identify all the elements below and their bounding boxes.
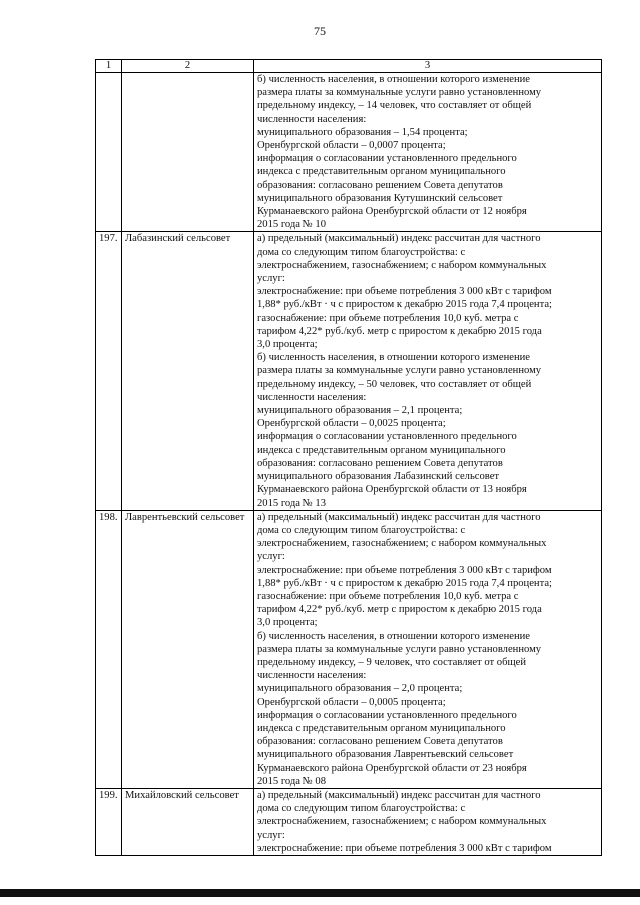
description-line: муниципального образования – 2,1 процента; <box>257 405 463 417</box>
description-line: муниципального образования Кутушинский сельсовет <box>257 192 503 204</box>
description-line: услуг: <box>257 273 285 285</box>
description-line: муниципального образования Лаврентьевский сельсовет <box>257 749 514 761</box>
description-line: электроснабжение: при объеме потребления 3 000 кВт с тарифом <box>257 286 552 298</box>
description-line: муниципального образования – 2,0 процента; <box>257 683 463 695</box>
description-line: численности населения: <box>257 670 367 682</box>
description-line: тарифом 4,22* руб./куб. метр с приростом к декабрю 2015 года <box>257 325 542 337</box>
description-line: размера платы за коммунальные услуги равно установленному <box>257 643 542 655</box>
table-row <box>96 788 602 855</box>
table-header-row <box>96 60 602 73</box>
row-description <box>254 788 602 855</box>
description-line: услуг: <box>257 551 285 563</box>
table-row <box>96 510 602 788</box>
description-line: численности населения: <box>257 113 367 125</box>
description-line: информация о согласовании установленного предельного <box>257 431 517 443</box>
row-number: 197. <box>96 232 122 510</box>
description-line: информация о согласовании установленного предельного <box>257 709 517 721</box>
row-number: 199. <box>96 788 122 855</box>
description-line: предельному индексу, – 50 человек, что составляет от общей <box>257 378 532 390</box>
description-line: дома со следующим типом благоустройства: с <box>257 524 466 536</box>
municipality-name <box>122 73 254 232</box>
description-line: электроснабжением, газоснабжением; с набором коммунальных <box>257 816 547 828</box>
description-line: 2015 года № 08 <box>257 775 326 787</box>
description-line: 1,88* руб./кВт · ч с приростом к декабрю 2015 года 7,4 процента; <box>257 299 552 311</box>
description-line: дома со следующим типом благоустройства: с <box>257 803 466 815</box>
description-line: электроснабжением, газоснабжением; с набором коммунальных <box>257 259 547 271</box>
description-line: образования: согласовано решением Совета депутатов <box>257 736 503 748</box>
description-line: б) численность населения, в отношении которого изменение <box>257 352 530 364</box>
description-line: Курманаевского района Оренбургской области от 13 ноября <box>257 484 527 496</box>
description-line: Оренбургской области – 0,0005 процента; <box>257 696 446 708</box>
description-line: численности населения: <box>257 391 367 403</box>
municipality-name: Михайловский сельсовет <box>122 788 254 855</box>
row-number: 198. <box>96 510 122 788</box>
table-row <box>96 232 602 510</box>
row-description <box>254 73 602 232</box>
page-number: 75 <box>314 24 326 38</box>
description-line: а) предельный (максимальный) индекс рассчитан для частного <box>257 789 541 801</box>
description-line: размера платы за коммунальные услуги равно установленному <box>257 87 542 99</box>
description-line: предельному индексу, – 9 человек, что составляет от общей <box>257 656 526 668</box>
municipality-name: Лабазинский сельсовет <box>122 232 254 510</box>
description-line: Курманаевского района Оренбургской области от 23 ноября <box>257 762 527 774</box>
description-line: 3,0 процента; <box>257 339 318 351</box>
description-line: б) численность населения, в отношении которого изменение <box>257 74 530 85</box>
description-line: электроснабжение: при объеме потребления 3 000 кВт с тарифом <box>257 842 552 854</box>
column-header-municipality: 2 <box>122 60 254 73</box>
municipality-name: Лаврентьевский сельсовет <box>122 510 254 788</box>
description-line: индекса с представительным органом муниципального <box>257 444 506 456</box>
description-line: услуг: <box>257 829 285 841</box>
description-line: Курманаевского района Оренбургской области от 12 ноября <box>257 206 527 218</box>
description-line: индекса с представительным органом муниципального <box>257 166 506 178</box>
description-line: размера платы за коммунальные услуги равно установленному <box>257 365 542 377</box>
description-line: электроснабжение: при объеме потребления 3 000 кВт с тарифом <box>257 564 552 576</box>
description-line: Оренбургской области – 0,0007 процента; <box>257 140 446 152</box>
description-line: дома со следующим типом благоустройства: с <box>257 246 466 258</box>
description-line: газоснабжение: при объеме потребления 10,0 куб. метра с <box>257 590 519 602</box>
table-row <box>96 73 602 232</box>
description-line: муниципального образования Лабазинский сельсовет <box>257 471 500 483</box>
description-line: 2015 года № 10 <box>257 219 326 231</box>
description-line: электроснабжением, газоснабжением; с набором коммунальных <box>257 538 547 550</box>
description-line: 1,88* руб./кВт · ч с приростом к декабрю 2015 года 7,4 процента; <box>257 577 552 589</box>
description-line: а) предельный (максимальный) индекс рассчитан для частного <box>257 233 541 245</box>
scan-bottom-edge <box>0 889 640 897</box>
description-line: газоснабжение: при объеме потребления 10,0 куб. метра с <box>257 312 519 324</box>
description-line: муниципального образования – 1,54 процента; <box>257 126 468 138</box>
description-line: образования: согласовано решением Совета депутатов <box>257 179 503 191</box>
description-line: информация о согласовании установленного предельного <box>257 153 517 165</box>
description-line: б) численность населения, в отношении которого изменение <box>257 630 530 642</box>
description-line: предельному индексу, – 14 человек, что составляет от общей <box>257 100 532 112</box>
description-line: образования: согласовано решением Совета депутатов <box>257 457 503 469</box>
row-description <box>254 232 602 510</box>
description-line: 3,0 процента; <box>257 617 318 629</box>
row-description <box>254 510 602 788</box>
row-number <box>96 73 122 232</box>
column-header-description: 3 <box>254 60 602 73</box>
regulation-table <box>95 59 602 856</box>
column-header-number: 1 <box>96 60 122 73</box>
description-line: Оренбургской области – 0,0025 процента; <box>257 418 446 430</box>
description-line: индекса с представительным органом муниципального <box>257 722 506 734</box>
description-line: 2015 года № 13 <box>257 497 326 509</box>
description-line: а) предельный (максимальный) индекс рассчитан для частного <box>257 511 541 523</box>
description-line: тарифом 4,22* руб./куб. метр с приростом к декабрю 2015 года <box>257 604 542 616</box>
